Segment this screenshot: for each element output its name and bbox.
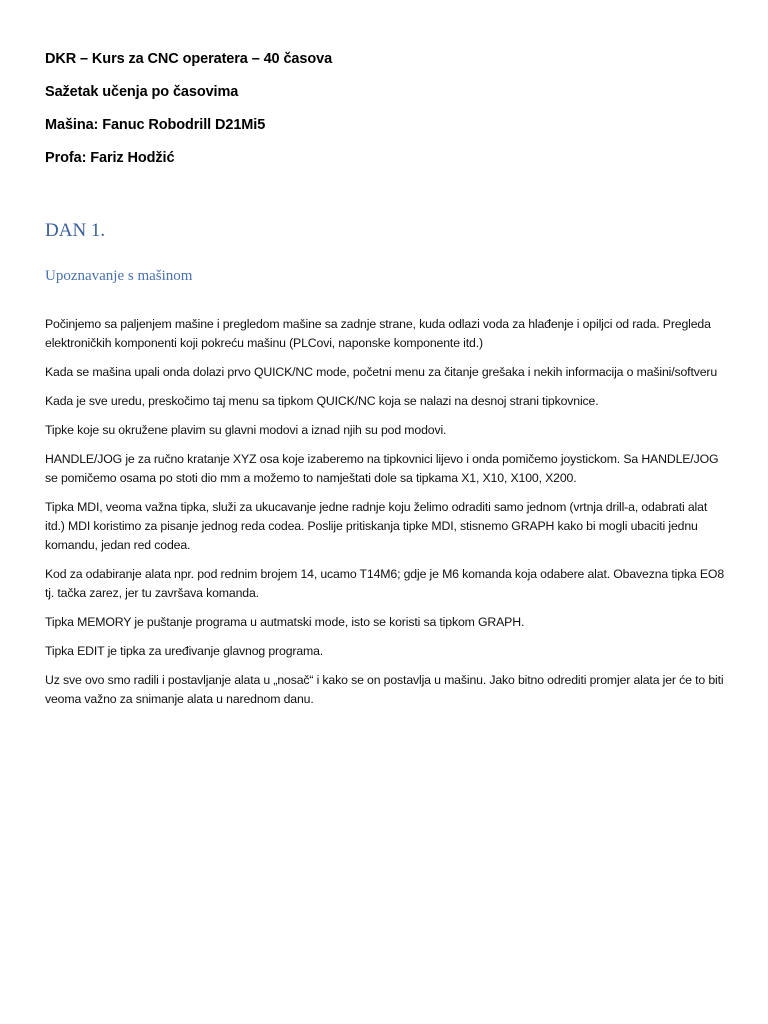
machine-line: Mašina: Fanuc Robodrill D21Mi5 — [45, 117, 266, 133]
paragraph: Počinjemo sa paljenjem mašine i pregledom mašine sa zadnje strane, kuda odlazi voda za hlađenje i opiljci od rada. Pregleda elektroničkih komponenti koji pokreću mašinu (PLCovi, naponske komponente itd.) — [45, 317, 711, 350]
paragraph: Kod za odabiranje alata npr. pod rednim brojem 14, ucamo T14M6; gdje je M6 komanda koja odabere alat. Obavezna tipka EO8 tj. tačka zarez, jer tu završava komanda. — [45, 567, 725, 600]
summary-title: Sažetak učenja po časovima — [45, 84, 239, 100]
instructor-line: Profa: Fariz Hodžić — [45, 150, 175, 166]
course-title: DKR – Kurs za CNC operatera – 40 časova — [45, 51, 333, 67]
section-subheading: Upoznavanje s mašinom — [45, 268, 193, 284]
day-heading: DAN 1. — [45, 220, 106, 241]
document-header — [45, 50, 728, 167]
paragraph: Kada se mašina upali onda dolazi prvo QUICK/NC mode, početni menu za čitanje grešaka i nekih informacija o mašini/softveru — [45, 365, 718, 379]
paragraph: HANDLE/JOG je za ručno kratanje XYZ osa koje izaberemo na tipkovnici lijevo i onda pomičemo joystickom. Sa HANDLE/JOG se pomičemo osama po stoti dio mm a možemo to namještati dole sa tipkama X1, X10, X100, X200. — [45, 452, 719, 485]
body-text — [45, 315, 728, 709]
paragraph: Kada je sve uredu, preskočimo taj menu sa tipkom QUICK/NC koja se nalazi na desnoj strani tipkovnice. — [45, 394, 599, 408]
paragraph: Tipka MDI, veoma važna tipka, služi za ukucavanje jedne radnje koju želimo odraditi samo jednom (vrtnja drill-a, odabrati alat itd.) MDI koristimo za pisanje jednog reda codea. Poslije pritiskanja tipke MDI, stisnemo GRAPH kako bi mogli ubaciti jednu komandu, jedan red codea. — [45, 500, 708, 552]
paragraph: Tipka EDIT je tipka za uređivanje glavnog programa. — [45, 644, 324, 658]
paragraph: Tipka MEMORY je puštanje programa u autmatski mode, isto se koristi sa tipkom GRAPH. — [45, 615, 525, 629]
paragraph: Uz sve ovo smo radili i postavljanje alata u „nosač“ i kako se on postavlja u mašinu. Jako bitno odrediti promjer alata jer će to biti veoma važno za snimanje alata u narednom danu. — [45, 673, 724, 706]
paragraph: Tipke koje su okružene plavim su glavni modovi a iznad njih su pod modovi. — [45, 423, 447, 437]
